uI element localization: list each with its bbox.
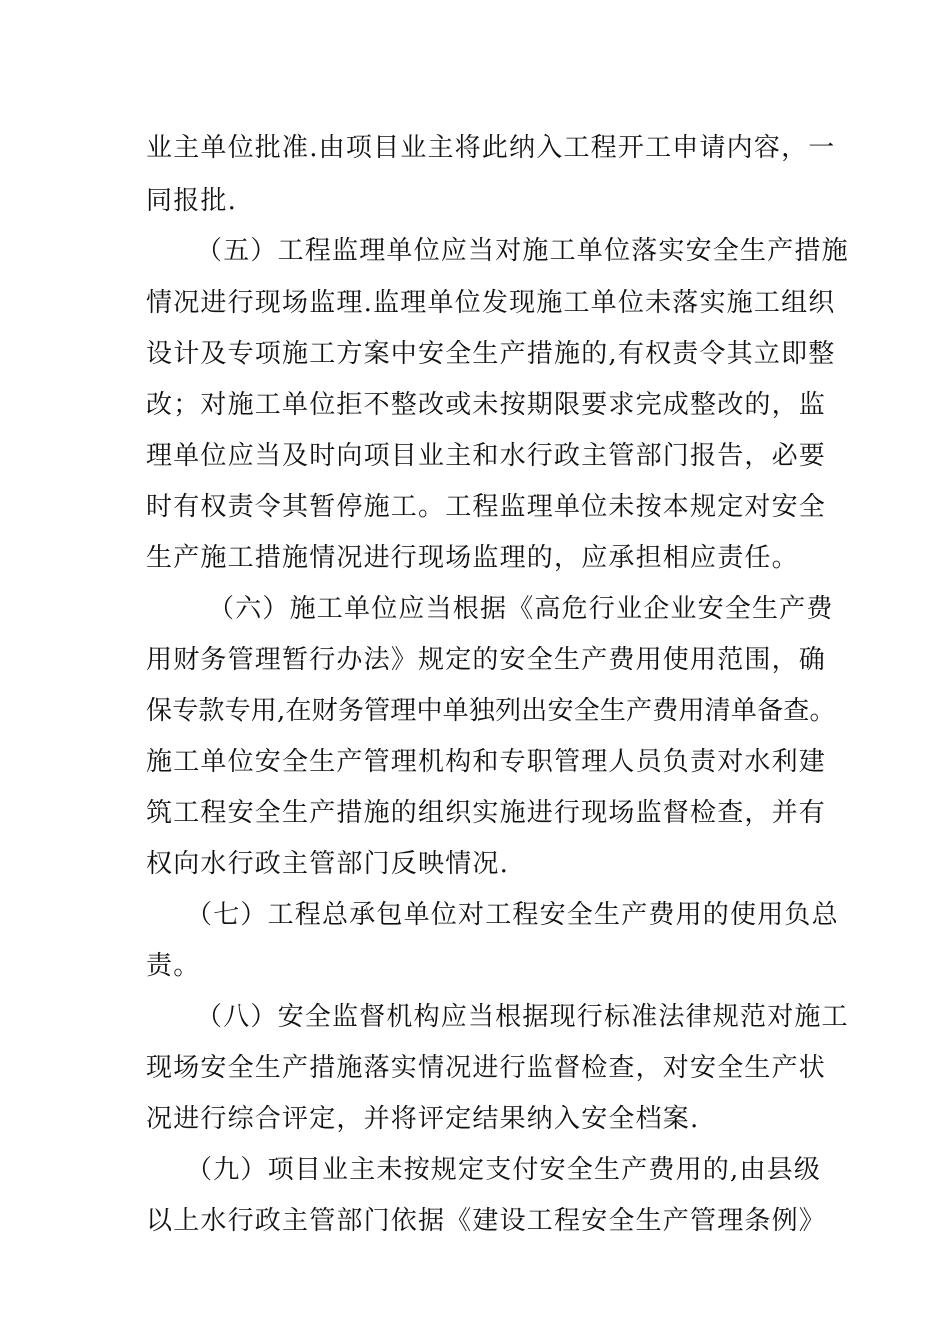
- text-line: 权向水行政主管部门反映情况.: [146, 849, 510, 879]
- text-line: 设计及专项施工方案中安全生产措施的,有权责令其立即整: [146, 339, 836, 369]
- text-line: 责。: [146, 951, 201, 981]
- text-line: 保专款专用,在财务管理中单独列出安全生产费用清单备查。: [146, 696, 836, 726]
- text-line: 生产施工措施情况进行现场监理的，应承担相应责任。: [146, 543, 799, 573]
- text-line: 用财务管理暂行办法》规定的安全生产费用使用范围，确: [146, 645, 827, 675]
- text-line: 业主单位批准.由项目业主将此纳入工程开工申请内容，一: [146, 133, 836, 163]
- paragraph-5-start: （五）工程监理单位应当对施工单位落实安全生产措施: [196, 236, 849, 266]
- paragraph-6-start: （六）施工单位应当根据《高危行业企业安全生产费: [208, 594, 834, 624]
- text-line: 况进行综合评定，并将评定结果纳入安全档案.: [146, 1104, 700, 1134]
- text-line: 改；对施工单位拒不整改或未按期限要求完成整改的，监: [146, 390, 827, 420]
- text-line: 现场安全生产措施落实情况进行监督检查，对安全生产状: [146, 1053, 827, 1083]
- text-line: 筑工程安全生产措施的组织实施进行现场监督检查，并有: [146, 798, 827, 828]
- text-line: 同报批.: [146, 186, 238, 216]
- paragraph-8-start: （八）安全监督机构应当根据现行标准法律规范对施工: [196, 1002, 849, 1032]
- text-line: 时有权责令其暂停施工。工程监理单位未按本规定对安全: [146, 492, 827, 522]
- text-line: 以上水行政主管部门依据《建设工程安全生产管理条例》: [146, 1206, 827, 1236]
- text-line: 理单位应当及时向项目业主和水行政主管部门报告，必要: [146, 441, 827, 471]
- text-line: 施工单位安全生产管理机构和专职管理人员负责对水利建: [146, 747, 827, 777]
- paragraph-9-start: （九）项目业主未按规定支付安全生产费用的,由县级: [186, 1155, 822, 1185]
- text-line: 情况进行现场监理.监理单位发现施工单位未落实施工组织: [146, 288, 836, 318]
- paragraph-7-start: （七）工程总承包单位对工程安全生产费用的使用负总: [186, 900, 839, 930]
